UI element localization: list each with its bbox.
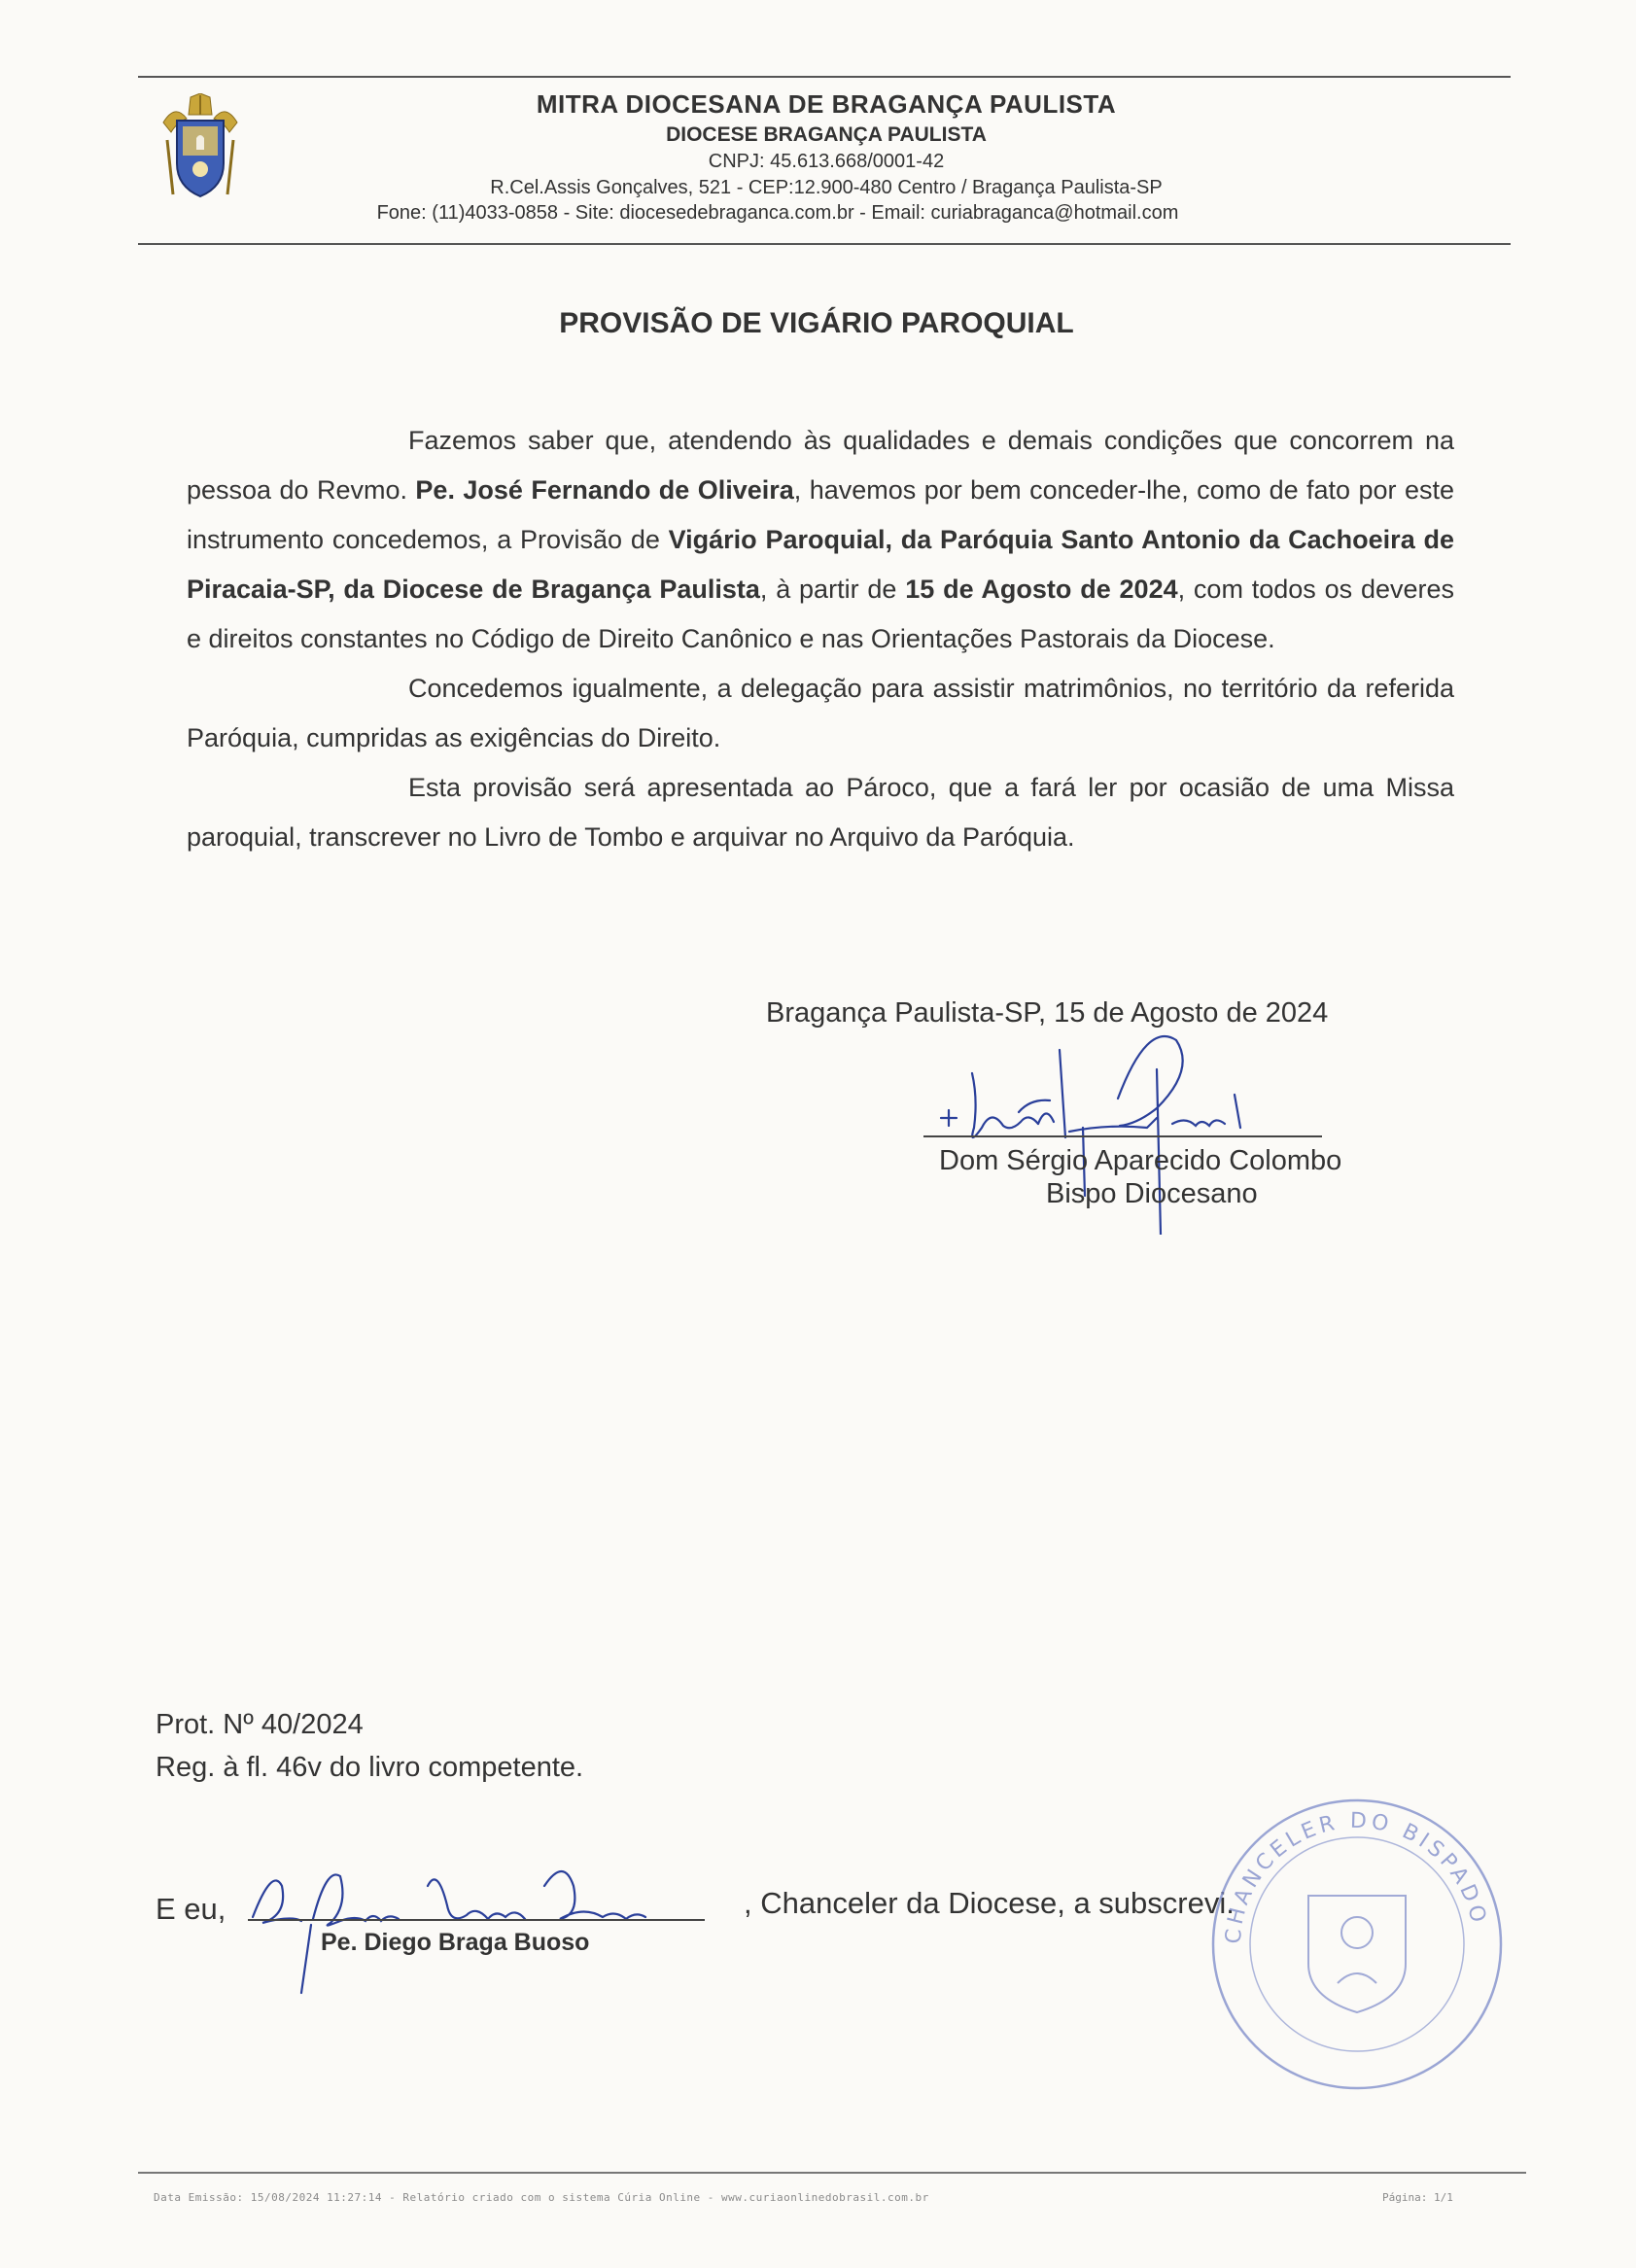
footer-rule [138, 2172, 1526, 2174]
paragraph-delegation: Concedemos igualmente, a delegação para assistir matrimônios, no território da referida Paróquia, cumpridas as exigências do Direito. [187, 674, 1454, 752]
header-diocese: DIOCESE BRAGANÇA PAULISTA [666, 123, 987, 146]
paragraph-provision: Fazemos saber que, atendendo às qualidades e demais condições que concorrem na pessoa do Revmo. Pe. José Fernando de Oliveira, havemos por bem conceder-lhe, como de fato por este instrumento concedemos, a Provisão de Vigário Paroquial, da Paróquia Santo Antonio da Cachoeira de Piracaia-SP, da Diocese de Bragança Paulista, à partir de 15 de Agosto de 2024, com todos os deveres e direitos constantes no Código de Direito Canônico e nas Orientações Pastorais da Diocese. [187, 426, 1455, 653]
signer-name: Dom Sérgio Aparecido Colombo [939, 1145, 1342, 1176]
chancellor-signature-line [248, 1919, 705, 1921]
chancellor-signature [233, 1847, 690, 2003]
header-organization: MITRA DIOCESANA DE BRAGANÇA PAULISTA [536, 89, 1117, 119]
header-bottom-rule [138, 243, 1511, 245]
bishop-signature-line [923, 1135, 1322, 1137]
priest-name: Pe. José Fernando de Oliveira [415, 475, 794, 505]
start-date: 15 de Agosto de 2024 [905, 575, 1178, 604]
chancery-seal-icon [1201, 1789, 1513, 2100]
diocese-crest-icon [154, 93, 247, 202]
document-title: PROVISÃO DE VIGÁRIO PAROQUIAL [559, 307, 1074, 339]
chancellor-suffix: , Chanceler da Diocese, a subscrevi. [744, 1886, 1235, 1920]
header-contact: Fone: (11)4033-0858 - Site: diocesedebraganca.com.br - Email: curiabraganca@hotmail.com [376, 202, 1179, 224]
paragraph-presentation: Esta provisão será apresentada ao Pároco, que a fará ler por ocasião de uma Missa paroquial, transcrever no Livro de Tombo e arquivar no Arquivo da Paróquia. [187, 773, 1454, 852]
register-entry: Reg. à fl. 46v do livro competente. [156, 1752, 584, 1783]
header-address: R.Cel.Assis Gonçalves, 521 - CEP:12.900-480 Centro / Bragança Paulista-SP [490, 177, 1163, 198]
header-top-rule [138, 76, 1511, 78]
appointment: Vigário Paroquial, da Paróquia Santo Antonio da Cachoeira de Piracaia-SP, da Diocese de Bragança Paulista [187, 525, 1454, 604]
chancellor-name: Pe. Diego Braga Buoso [321, 1929, 590, 1956]
footer-emission-info: Data Emissão: 15/08/2024 11:27:14 - Relatório criado com o sistema Cúria Online - www.curiaonlinedobrasil.com.br [154, 2191, 929, 2204]
chancellor-prefix: E eu, [156, 1892, 226, 1926]
header-cnpj: CNPJ: 45.613.668/0001-42 [708, 151, 945, 172]
signer-role: Bispo Diocesano [1046, 1178, 1258, 1209]
protocol-number: Prot. Nº 40/2024 [156, 1709, 364, 1740]
footer-page-number: Página: 1/1 [1382, 2191, 1453, 2204]
place-date: Bragança Paulista-SP, 15 de Agosto de 2024 [766, 997, 1329, 1029]
svg-text:CHANCELER DO BISPADO: CHANCELER DO BISPADO [1221, 1808, 1491, 1945]
document-body [187, 416, 1454, 862]
